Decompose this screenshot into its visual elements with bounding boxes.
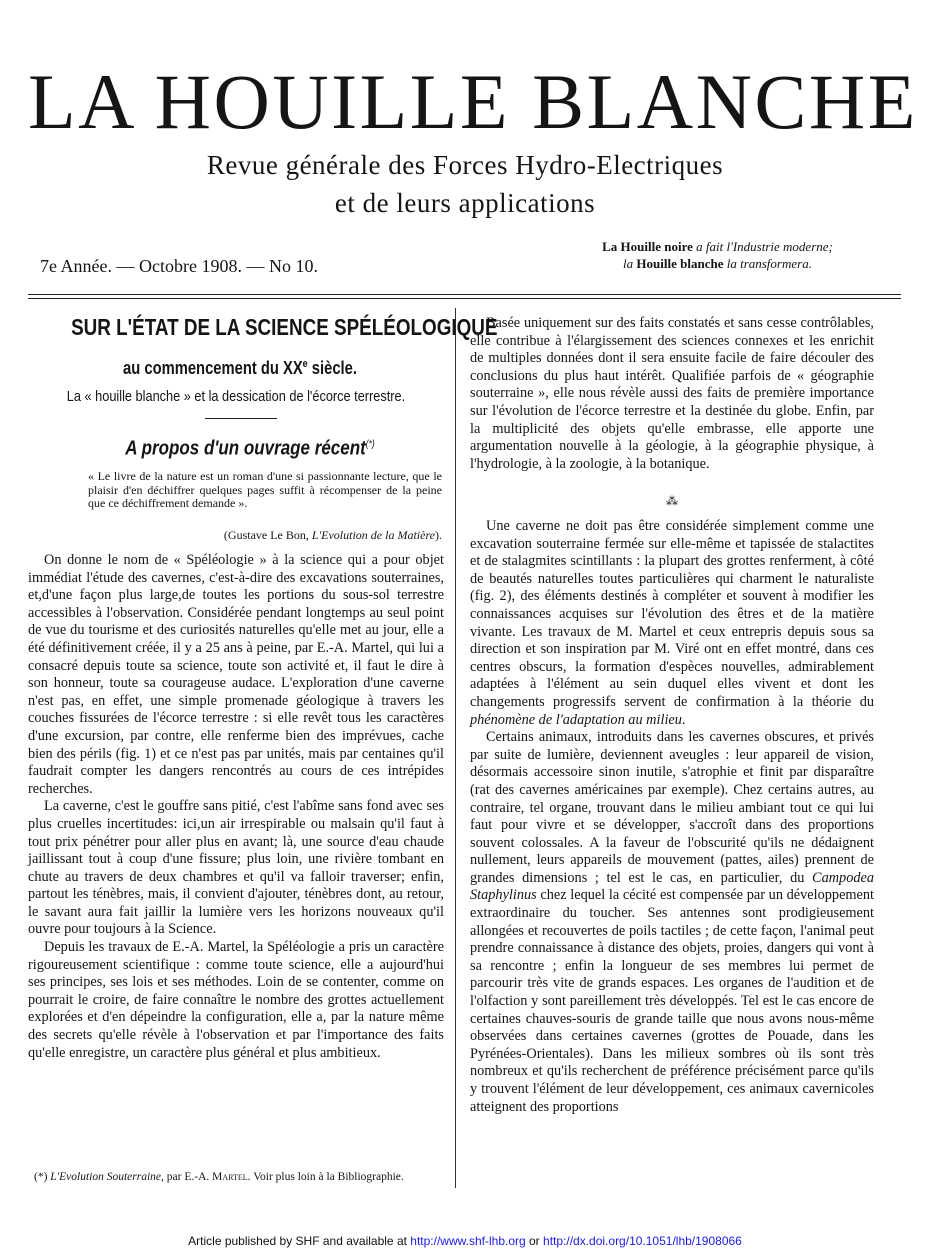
paragraph: Basée uniquement sur des faits constatés et sans cesse contrôlables, elle contribue à l'élargissement des sciences connexes et les enrichit de multiples données dont il sera ensuite facile de faire découler des conclusions du plus haut intérêt. Qualifiée parfois de « géographie souterraine », elle nous révèle aussi des faits de première importance sur l'évolution de l'écorce terrestre et la destinée du globe. Enfin, par la multiplicité des objets qu'elle embrasse, elle apporte une argumentation nouvelle à la géologie, à la géographie physique, à l'hydrologie, à la zoologie, à la botanique. bbox=[470, 315, 874, 472]
footnote-rest: . Voir plus loin à la Bibliographie. bbox=[247, 1171, 404, 1183]
motto-rest-2: la transformera. bbox=[723, 256, 812, 271]
article-subtitle-century: XX bbox=[282, 358, 303, 378]
paragraph bbox=[470, 729, 874, 1116]
journal-subtitle-line1: Revue générale des Forces Hydro-Electriques bbox=[206, 150, 724, 180]
right-column-top bbox=[470, 315, 874, 473]
motto-pre-2: la bbox=[623, 256, 637, 271]
paragraph-text: Certains animaux, introduits dans les cavernes obscures, et privés par suite de lumière, deviennent aveugles : leur appareil de vision, désormais accessoire sinon inutile, s'atrophie et finit par disparaître (rat des cavernes américaines par exemple). Chez certains autres, au contraire, tel organe, trouvant dans le milieu ambiant tout ce qui lui faut pour vivre et se développer, s'accroît dans des proportions souvent colossales. A la faveur de l'obscurité qu'ils ne dédaignent nullement, leurs appareils de mouvement (pattes, ailes) prennent de grandes dimensions ; tel est le cas, en particulier, du bbox=[470, 729, 874, 886]
footnote-author: Martel bbox=[212, 1171, 248, 1183]
paragraph-text: Une caverne ne doit pas être considérée simplement comme une excavation souterraine fermée sur elle-même et tapissée de stalactites et de stalagmites scintillants : la plupart des grottes renferment, à côté de beautés naturelles toutes particulières qui charment le naturaliste (fig. 2), des éléments destinés à compléter et souvent à modifier les connaissances acquises sur l'évolution des êtres et de la matière vivante. Les travaux de M. Martel et ceux entrepris depuis sous sa direction et son inspiration par M. Viré ont en effet montré, dans ces centres obscurs, la formation d'espèces nouvelles, admirablement adaptées à l'élément au sein duquel elles vivent et dont les changements progressifs servent de confirmation à la théorie du bbox=[470, 518, 874, 710]
epigraph: « Le livre de la nature est un roman d'une si passionnante lecture, que le plaisir d'en déchiffrer quelques pages suffit à récompenser de la peine que ce déchiffrement demande ». bbox=[88, 469, 442, 510]
issue-line: 7e Année. — Octobre 1908. — No 10. bbox=[40, 256, 318, 276]
footnote bbox=[34, 1170, 444, 1184]
motto-rest-1: a fait l'Industrie moderne; bbox=[692, 239, 833, 254]
footer-link-doi[interactable]: http://dx.doi.org/10.1051/lhb/1908066 bbox=[543, 1234, 742, 1248]
paragraph: Depuis les travaux de E.-A. Martel, la Spéléologie a pris un caractère rigoureusement scientifique : comme toute science, elle a aujourd'hui ses principes, ses lois et ses méthodes. Loin de se contenter, comme on pourrait le croire, de faire connaître le nombre des grottes actuellement explorées et d'en dépeindre la configuration, elle a, par la nature même des secrets qu'elle révèle à l'observation et par l'importance des faits qu'elle enregistre, un caractère plus général et plus ambitieux. bbox=[28, 939, 444, 1061]
header-rule-bottom bbox=[28, 298, 901, 299]
paragraph bbox=[470, 518, 874, 729]
paragraph-text: chez lequel la cécité est compensée par un développement extraordinaire du toucher. Ses antennes sont prodigieusement allongées et recouvertes de poils tactiles ; de cette façon, l'animal peut prendre connaissance à distance des objets, proies, dangers qui vont à sa rencontre ; enfin la longueur de ses membres lui permet de parcourir très vite de grands espaces. Les organes de l'audition et de l'olfaction y sont pareillement très développés. Tel est le cas encore de certaines chauves-souris de grande taille que nous avons nous-même observées dans certaines cavernes (grottes de Pouade, dans les Pyrénées-Orientales). Dans les milieux sombres où ils sont très nombreux et qu'ils recherchent de préférence précisément parce qu'ils y trouvent l'élément de leur développement, ces animaux cavernicoles atteignent des proportions bbox=[470, 887, 874, 1115]
footnote-title: L'Evolution Souterraine bbox=[50, 1171, 162, 1183]
epigraph-source bbox=[160, 528, 442, 542]
left-column bbox=[28, 552, 444, 1062]
paragraph-italic: phénomène de l'adaptation au milieu bbox=[470, 711, 682, 728]
footnote-mark: (*) bbox=[34, 1171, 51, 1183]
footer-prefix: Article published by SHF and available at bbox=[188, 1234, 411, 1248]
article-kicker-text: A propos d'un ouvrage récent bbox=[125, 437, 366, 460]
journal-title: LA HOUILLE BLANCHE bbox=[28, 58, 918, 145]
paragraph-italic: Campodea Staphylinus bbox=[470, 869, 874, 904]
asterism-separator: ⁂ bbox=[666, 494, 678, 508]
paragraph-text: . bbox=[681, 711, 686, 728]
journal-subtitle-line2: et de leurs applications bbox=[334, 188, 596, 218]
epigraph-source-title: L'Evolution de la Matière bbox=[311, 528, 435, 542]
publisher-footer bbox=[0, 1234, 930, 1248]
paragraph: On donne le nom de « Spéléologie » à la science qui a pour objet immédiat l'étude des cavernes, c'est-à-dire des excavations souterraines, et,d'une façon plus large,de toutes les portions du sous-sol terrestre accessibles à l'observation. Considérée pendant longtemps au seul point de vue du tourisme et des curiosités naturelles qu'elle met au jour, elle a été définitivement créée, il y a 25 ans à peine, par E.-A. Martel, qui lui a consacré depuis toute sa science, toute son activité et, il faut le dire à son honneur, toute sa courageuse audace. L'exploration d'une caverne n'est pas, en effet, une simple promenade géologique à travers les couches fissurées de l'écorce terrestre : si elle revêt tous les caractères d'une excursion, par contre, elle renferme bien des imprévues, cache bien des périls (fig. 1) et ce n'est pas par unités, mais par centaines qu'il faudrait compter les dangers rencontrés au cours de ces intrépides recherches. bbox=[28, 552, 444, 797]
article-subtitle bbox=[71, 352, 409, 380]
epigraph-source-post: ). bbox=[435, 528, 442, 542]
article-subtitle-post: siècle. bbox=[307, 358, 357, 378]
motto-bold-2: Houille blanche bbox=[636, 256, 724, 271]
article-subheading: La « houille blanche » et la dessication de l'écorce terrestre. bbox=[66, 388, 406, 405]
motto-bold-1: La Houille noire bbox=[602, 239, 693, 254]
heading-rule bbox=[205, 418, 277, 419]
footer-link-shf[interactable]: http://www.shf-lhb.org bbox=[410, 1234, 526, 1248]
article-subtitle-sup: e bbox=[302, 358, 308, 370]
column-divider bbox=[455, 308, 456, 1188]
footnote-ref: (*) bbox=[365, 439, 375, 450]
epigraph-source-author: (Gustave Le Bon, bbox=[223, 528, 312, 542]
article-title: SUR L'ÉTAT DE LA SCIENCE SPÉLÉOLOGIQUE bbox=[71, 314, 498, 340]
paragraph: La caverne, c'est le gouffre sans pitié, c'est l'abîme sans fond avec ses plus cruelles incertitudes: ici,un air irrespirable ou malsain qu'il faut à tout prix pénétrer pour aller plus en avant; là, une source d'eau chaude jaillissant tout à coup d'une fissure; plus loin, une rivière tombant en chute au travers de deux chambres et qu'il va falloir traverser; enfin, partout les ténèbres, mais, il convient d'ajouter, ténèbres dont, au retour, le savant aura fait jaillir la lumière vers les horizons nouveaux qu'il ouvre pour toujours à la Science. bbox=[28, 798, 444, 938]
right-column-bottom bbox=[470, 518, 874, 1116]
header-rule-top bbox=[28, 294, 901, 295]
article-kicker bbox=[80, 432, 420, 462]
footer-middle: or bbox=[525, 1234, 544, 1248]
footnote-by: , par E.-A. bbox=[161, 1171, 213, 1183]
journal-motto bbox=[540, 238, 895, 272]
article-subtitle-pre: au commencement du bbox=[123, 358, 283, 378]
